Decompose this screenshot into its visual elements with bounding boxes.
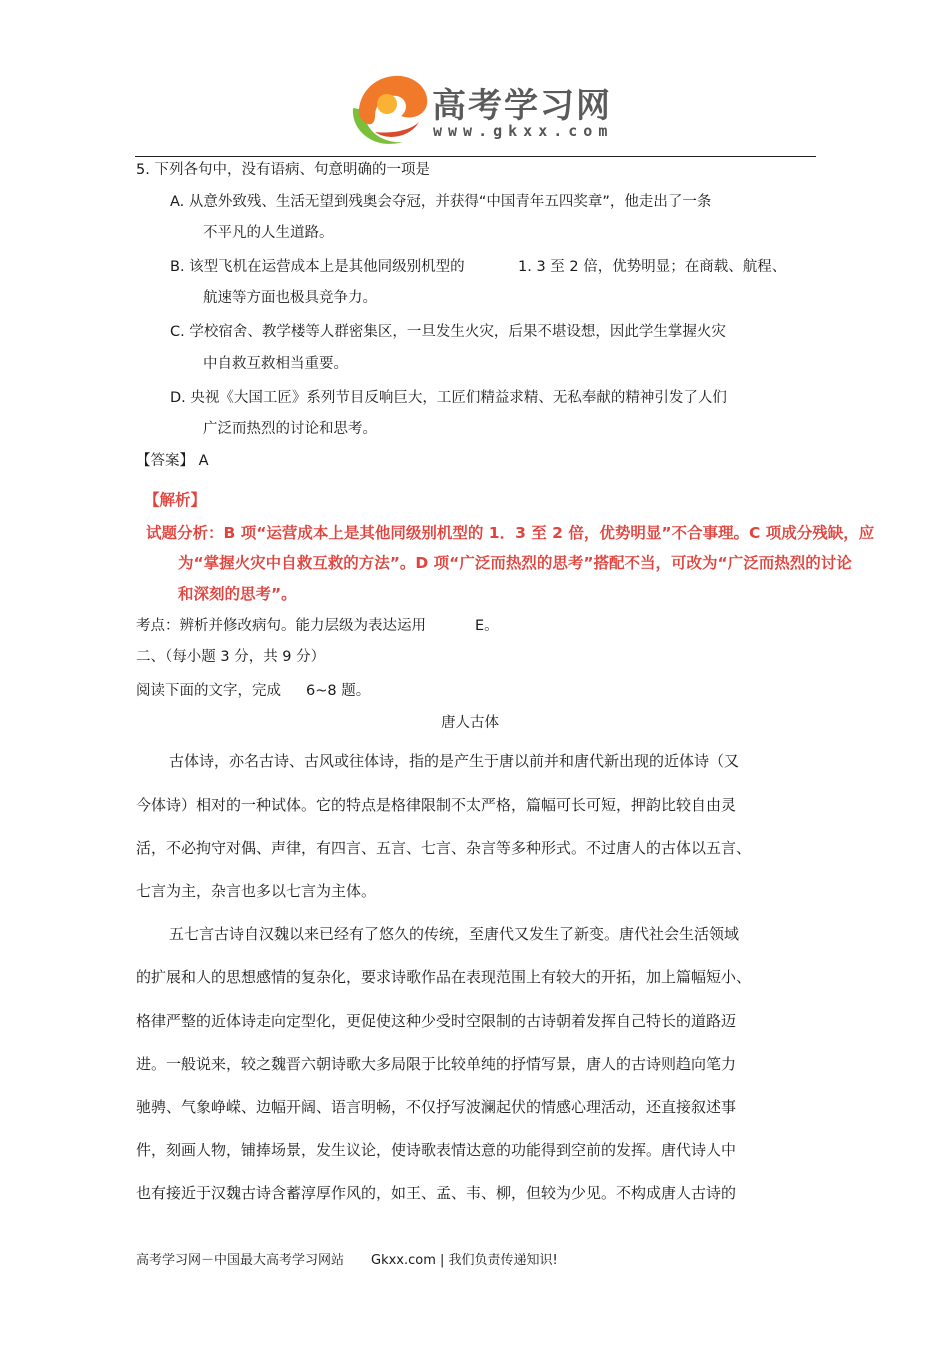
passage-line: 活，不必拘守对偶、声律，有四言、五言、七言、杂言等多种形式。不过唐人的古体以五言、 xyxy=(136,839,752,857)
passage-line: 也有接近于汉魏古诗含蓄淳厚作风的，如王、孟、韦、柳，但较为少见。不构成唐人古诗的 xyxy=(136,1184,737,1202)
option-c-line2: 中自救互救相当重要。 xyxy=(203,356,348,372)
header-divider xyxy=(135,156,816,157)
option-b-line1: B. 该型飞机在运营成本上是其他同级别机型的 xyxy=(170,259,465,275)
footer-site: 高考学习网－中国最大高考学习网站 xyxy=(136,1253,345,1268)
passage-title: 唐人古体 xyxy=(441,715,499,731)
answer: 【答案】 A xyxy=(136,453,209,469)
kaodian-tail: E。 xyxy=(475,618,499,634)
option-d-line2: 广泛而热烈的讨论和思考。 xyxy=(203,421,377,437)
section-heading: 二、（每小题 3 分，共 9 分） xyxy=(136,649,326,665)
passage-line: 驰骋、气象峥嵘、边幅开阔、语言明畅，不仅抒写波澜起伏的情感心理活动，还直接叙述事 xyxy=(136,1098,737,1116)
analysis-line1: 试题分析：B 项“运营成本上是其他同级别机型的 1．3 至 2 倍，优势明显”不合事理。C 项成分残缺，应 xyxy=(146,524,875,542)
question-stem: 5. 下列各句中，没有语病、句意明确的一项是 xyxy=(136,162,430,178)
analysis-line2: 为“掌握火灾中自救互救的方法”。D 项“广泛而热烈的思考”搭配不当，可改为“广泛而热烈的讨论 xyxy=(178,554,852,572)
passage-line: 件，刻画人物，铺捧场景，发生议论，使诗歌表情达意的功能得到空前的发挥。唐代诗人中 xyxy=(136,1141,737,1159)
passage-line: 今体诗）相对的一种试体。它的特点是格律限制不太严格，篇幅可长可短，押韵比较自由灵 xyxy=(136,796,737,814)
option-c-line1: C. 学校宿舍、教学楼等人群密集区，一旦发生火灾，后果不堪设想，因此学生掌握火灾 xyxy=(170,324,726,340)
footer-slogan: Gkxx.com | 我们负责传递知识! xyxy=(371,1253,558,1268)
passage-line: 进。一般说来，较之魏晋六朝诗歌大多局限于比较单纯的抒情写景，唐人的古诗则趋向笔力 xyxy=(136,1055,737,1073)
passage-line: 五七言古诗自汉魏以来已经有了悠久的传统，至唐代又发生了新变。唐代社会生活领域 xyxy=(169,925,740,943)
section-intro-range: 6~8 题。 xyxy=(306,683,371,699)
option-b-line1-tail: 1. 3 至 2 倍，优势明显；在商载、航程、 xyxy=(518,259,787,275)
option-a-line2: 不平凡的人生道路。 xyxy=(203,225,334,241)
option-b-line2: 航速等方面也极具竞争力。 xyxy=(203,290,377,306)
section-intro: 阅读下面的文字，完成 xyxy=(136,683,281,699)
passage-line: 的扩展和人的思想感情的复杂化，要求诗歌作品在表现范围上有较大的开拓，加上篇幅短小、 xyxy=(136,968,752,986)
passage-line: 古体诗，亦名古诗、古风或往体诗，指的是产生于唐以前并和唐代新出现的近体诗（又 xyxy=(169,752,740,770)
option-a-line1: A. 从意外致残、生活无望到残奥会夺冠，并获得“中国青年五四奖章”，他走出了一条 xyxy=(170,194,712,210)
kaodian-text: 考点：辨析并修改病句。能力层级为表达运用 xyxy=(136,618,426,634)
analysis-label: 【解析】 xyxy=(144,491,207,509)
passage-line: 七言为主，杂言也多以七言为主体。 xyxy=(136,882,377,900)
option-d-line1: D. 央视《大国工匠》系列节目反响巨大，工匠们精益求精、无私奉献的精神引发了人们 xyxy=(170,390,727,406)
brand-title: 高考学习网 xyxy=(432,86,612,126)
analysis-line3: 和深刻的思考”。 xyxy=(178,585,297,603)
passage-line: 格律严整的近体诗走向定型化，更促使这种少受时空限制的古诗朝着发挥自己特长的道路迈 xyxy=(136,1012,737,1030)
site-logo-icon xyxy=(345,70,445,150)
brand-url: www.gkxx.com xyxy=(433,122,614,140)
